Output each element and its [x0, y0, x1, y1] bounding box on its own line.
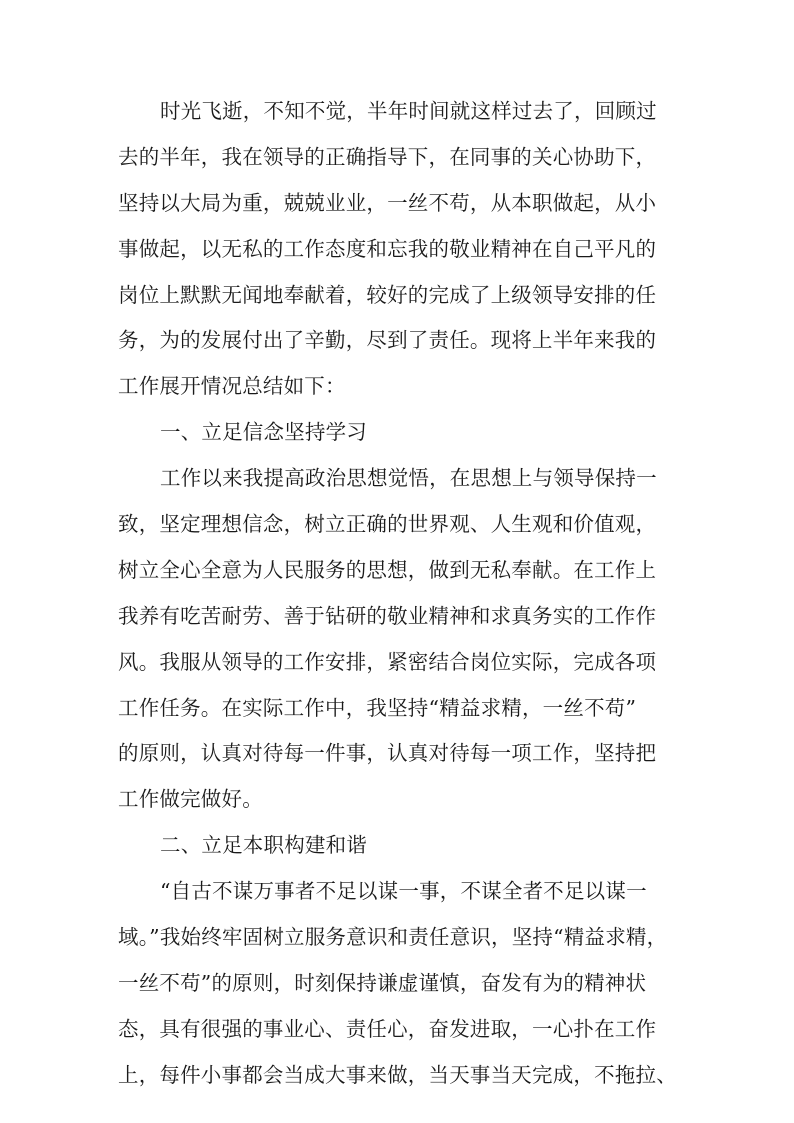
paragraph-3-line-1: “自古不谋万事者不足以谋一事，不谋全者不足以谋一 [160, 879, 647, 904]
paragraph-2-line-4: 我养有吃苦耐劳、善于钻研的敬业精神和求真务实的工作作 [118, 603, 657, 628]
paragraph-1-line-1: 时光飞逝，不知不觉，半年时间就这样过去了，回顾过 [160, 99, 657, 123]
paragraph-2-line-7: 的原则，认真对待每一件事，认真对待每一项工作，坚持把 [118, 741, 657, 766]
paragraph-1-line-3: 坚持以大局为重，兢兢业业，一丝不苟，从本职做起，从小 [118, 190, 657, 215]
paragraph-3-line-4: 态，具有很强的事业心、责任心，奋发进取，一心扑在工作 [118, 1016, 657, 1041]
section-heading-1: 一、立足信念坚持学习 [160, 420, 367, 445]
paragraph-2-line-2: 致，坚定理想信念，树立正确的世界观、人生观和价值观， [118, 512, 657, 537]
paragraph-2-line-3: 树立全心全意为人民服务的思想，做到无私奉献。在工作上 [118, 557, 657, 582]
paragraph-1-line-2: 去的半年，我在领导的正确指导下，在同事的关心协助下， [118, 144, 657, 169]
paragraph-2-line-1: 工作以来我提高政治思想觉悟，在思想上与领导保持一 [160, 466, 657, 491]
paragraph-1-line-5: 岗位上默默无闻地奉献着，较好的完成了上级领导安排的任 [118, 282, 657, 307]
document-body [118, 89, 684, 1099]
paragraph-1-line-7: 工作展开情况总结如下： [118, 374, 346, 399]
paragraph-3-line-2: 域。”我始终牢固树立服务意识和责任意识，坚持“精益求精， [118, 925, 668, 950]
section-heading-2: 二、立足本职构建和谐 [160, 833, 367, 858]
paragraph-2-line-8: 工作做完做好。 [118, 787, 263, 812]
paragraph-1-line-4: 事做起，以无私的工作态度和忘我的敬业精神在自己平凡的 [118, 236, 657, 261]
paragraph-2-line-6: 工作任务。在实际工作中，我坚持“精益求精，一丝不苟” [118, 695, 637, 720]
paragraph-1-line-6: 务，为的发展付出了辛勤，尽到了责任。现将上半年来我的 [118, 328, 657, 353]
paragraph-3-line-3: 一丝不苟”的原则，时刻保持谦虚谨慎，奋发有为的精神状 [118, 970, 647, 995]
paragraph-3-line-5: 上，每件小事都会当成大事来做，当天事当天完成，不拖拉、 [118, 1062, 677, 1087]
paragraph-2-line-5: 风。我服从领导的工作安排，紧密结合岗位实际，完成各项 [118, 649, 657, 674]
